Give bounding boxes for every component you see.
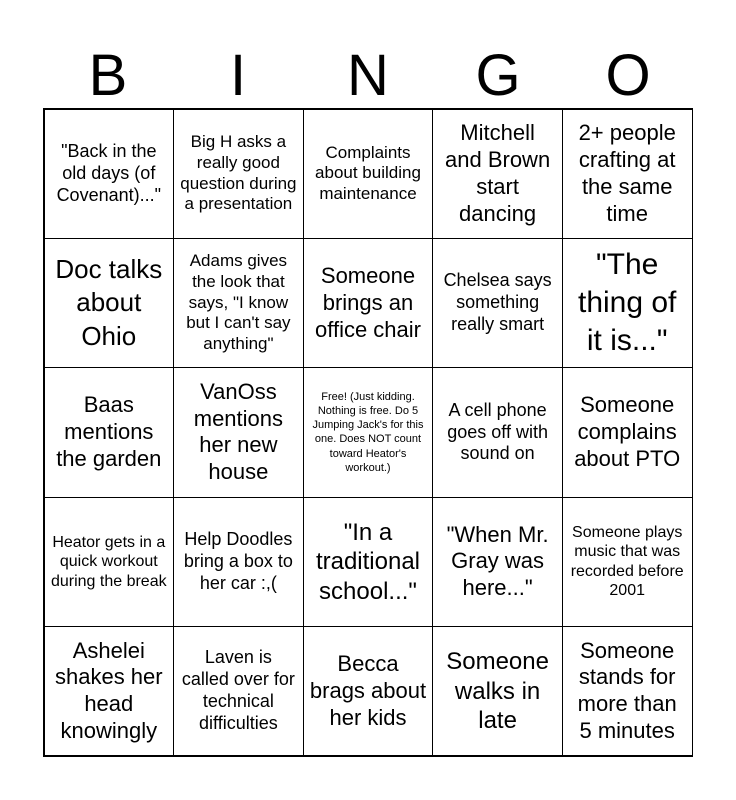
bingo-cell[interactable]: Heator gets in a quick workout during the break [44,497,175,627]
bingo-cell[interactable]: Laven is called over for technical difficulties [173,626,304,756]
bingo-cell[interactable]: Someone stands for more than 5 minutes [562,626,693,756]
bingo-cell[interactable]: VanOss mentions her new house [173,367,304,497]
header-letter-g: G [475,43,521,108]
bingo-cell[interactable]: "In a traditional school..." [303,497,434,627]
bingo-cell[interactable]: Becca brags about her kids [303,626,434,756]
bingo-cell[interactable]: Chelsea says something really smart [432,238,563,368]
bingo-cell[interactable]: Big H asks a really good question during a presentation [173,109,304,239]
header-letter-i: I [229,43,247,108]
bingo-cell[interactable]: Someone walks in late [432,626,563,756]
bingo-cell[interactable]: Someone complains about PTO [562,367,693,497]
bingo-cell[interactable]: Someone plays music that was recorded before 2001 [562,497,693,627]
bingo-cell[interactable]: Ashelei shakes her head knowingly [44,626,175,756]
bingo-cell[interactable]: Mitchell and Brown start dancing [432,109,563,239]
bingo-cell[interactable]: Adams gives the look that says, "I know but I can't say anything" [173,238,304,368]
bingo-cell[interactable]: 2+ people crafting at the same time [562,109,693,239]
bingo-cell[interactable]: "Back in the old days (of Covenant)..." [44,109,175,239]
bingo-cell[interactable]: "When Mr. Gray was here..." [432,497,563,627]
bingo-cell[interactable]: "The thing of it is..." [562,238,693,368]
header-letter-b: B [88,43,128,108]
bingo-header [43,44,693,108]
bingo-grid [43,108,693,757]
bingo-cell[interactable]: Complaints about building maintenance [303,109,434,239]
bingo-cell[interactable]: Someone brings an office chair [303,238,434,368]
header-letter-o: O [605,43,651,108]
free-space-cell[interactable]: Free! (Just kidding. Nothing is free. Do 5 Jumping Jack's for this one. Does NOT count toward Heator's workout.) [303,367,434,497]
bingo-cell[interactable]: A cell phone goes off with sound on [432,367,563,497]
header-letter-n: N [347,43,389,108]
bingo-cell[interactable]: Baas mentions the garden [44,367,175,497]
bingo-cell[interactable]: Doc talks about Ohio [44,238,175,368]
bingo-cell[interactable]: Help Doodles bring a box to her car :,( [173,497,304,627]
